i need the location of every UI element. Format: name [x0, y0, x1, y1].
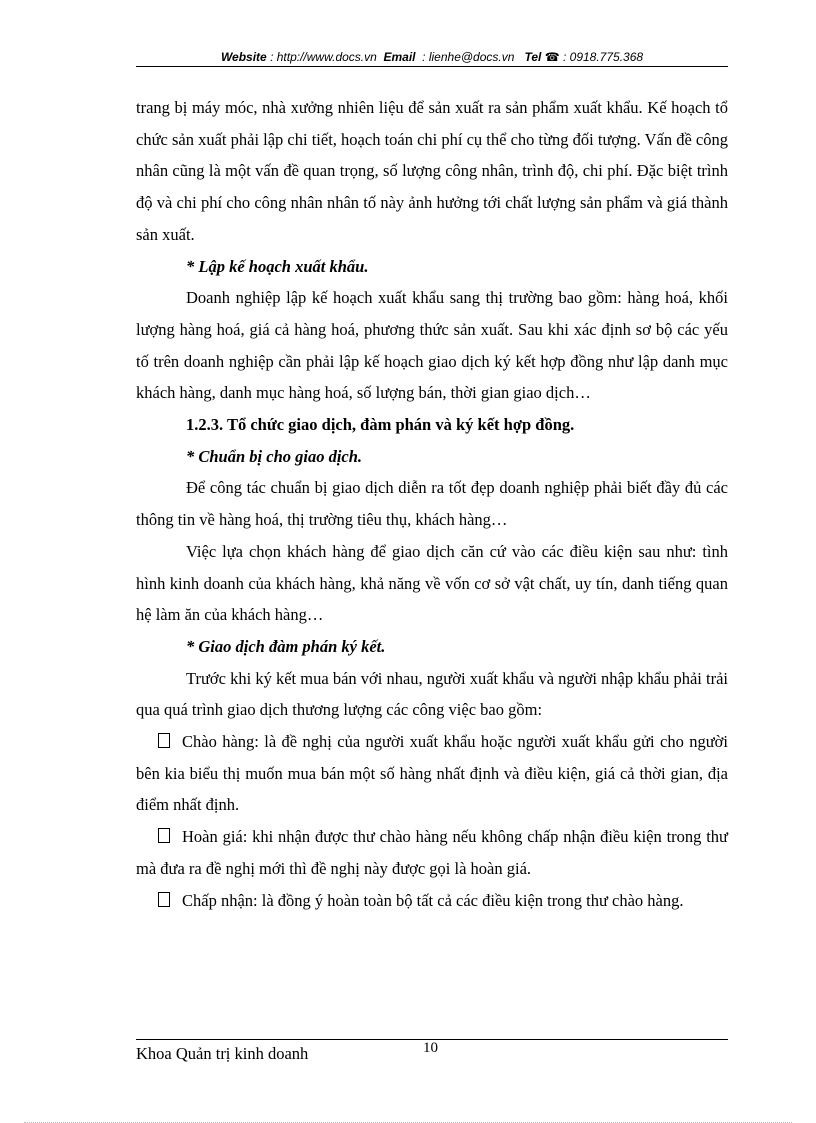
document-body [136, 92, 728, 916]
phone-icon: ☎ [544, 50, 560, 64]
checkbox-bullet-icon [158, 828, 170, 843]
paragraph-2: Doanh nghiệp lập kế hoạch xuất khẩu sang thị trường bao gồm: hàng hoá, khối lượng hàng hoá, giá cả hàng hoá, phương thức sản xuất. Sau khi xác định sơ bộ các yếu tố trên doanh nghiệp cần phải lập kế hoạch giao dịch ký kết hợp đồng như lập danh mục khách hàng, danh mục hàng hoá, số lượng bán, thời gian giao dịch… [136, 288, 728, 403]
bullet-text-offer: Chào hàng: là đề nghị của người xuất khẩu hoặc người xuất khẩu gửi cho người bên kia biểu thị muốn mua bán một số hàng nhất định và điều kiện, giá cả thời gian, địa điểm nhất định. [136, 732, 728, 815]
email-separator: : [418, 50, 429, 64]
checkbox-bullet-icon [158, 733, 170, 748]
website-url[interactable]: http://www.docs.vn [276, 50, 377, 64]
bullet-item-offer [136, 726, 728, 821]
paragraph-4: Việc lựa chọn khách hàng để giao dịch căn cứ vào các điều kiện sau như: tình hình kinh doanh của khách hàng, khả năng về vốn cơ sở vật chất, uy tín, danh tiếng quan hệ làm ăn của khách hàng… [136, 541, 728, 625]
heading-section-1-2-3: 1.2.3. Tổ chức giao dịch, đàm phán và ký kết hợp đồng. [186, 415, 575, 435]
paragraph-3: Để công tác chuẩn bị giao dịch diễn ra tốt đẹp doanh nghiệp phải biết đầy đủ các thông tin về hàng hoá, thị trường tiêu thụ, khách hàng… [136, 478, 728, 530]
footer-department: Khoa Quản trị kinh doanh [136, 1044, 309, 1063]
paragraph-5: Trước khi ký kết mua bán với nhau, người xuất khẩu và người nhập khẩu phải trải qua quá trình giao dịch thương lượng các công việc bao gồm: [136, 668, 728, 720]
heading-prepare-transaction: * Chuẩn bị cho giao dịch. [186, 446, 363, 466]
page-header [136, 50, 728, 64]
heading-negotiation: * Giao dịch đàm phán ký kết. [186, 636, 386, 656]
paragraph-1: trang bị máy móc, nhà xưởng nhiên liệu để sản xuất ra sản phẩm xuất khẩu. Kế hoạch tổ chức sản xuất phải lập chi tiết, hoạch toán chi phí cụ thể cho từng đối tượng. Vấn đề công nhân cũng là một vấn đề quan trọng, số lượng công nhân, trình độ, chi phí. Đặc biệt trình độ và chi phí cho công nhân nhân tố này ảnh hưởng tới chất lượng sản phẩm và giá thành sản xuất. [136, 98, 728, 244]
bullet-text-acceptance: Chấp nhận: là đồng ý hoàn toàn bộ tất cả các điều kiện trong thư chào hàng. [182, 890, 684, 910]
header-divider [136, 66, 728, 67]
bullet-item-counter-offer [136, 821, 728, 884]
tel-label: Tel [524, 50, 542, 64]
email-label: Email [383, 50, 416, 64]
bullet-item-acceptance [136, 885, 728, 917]
website-label: Website [220, 50, 267, 64]
checkbox-bullet-icon [158, 892, 170, 907]
website-separator: : [266, 50, 277, 64]
tel-number: : 0918.775.368 [559, 50, 644, 64]
bullet-text-counter-offer: Hoàn giá: khi nhận được thư chào hàng nếu không chấp nhận điều kiện trong thư mà đưa ra đề nghị mới thì đề nghị này được gọi là hoàn giá. [136, 827, 728, 878]
page-number: 10 [423, 1040, 438, 1056]
heading-export-plan: * Lập kế hoạch xuất khẩu. [186, 256, 369, 276]
email-address[interactable]: lienhe@docs.vn [428, 50, 515, 64]
